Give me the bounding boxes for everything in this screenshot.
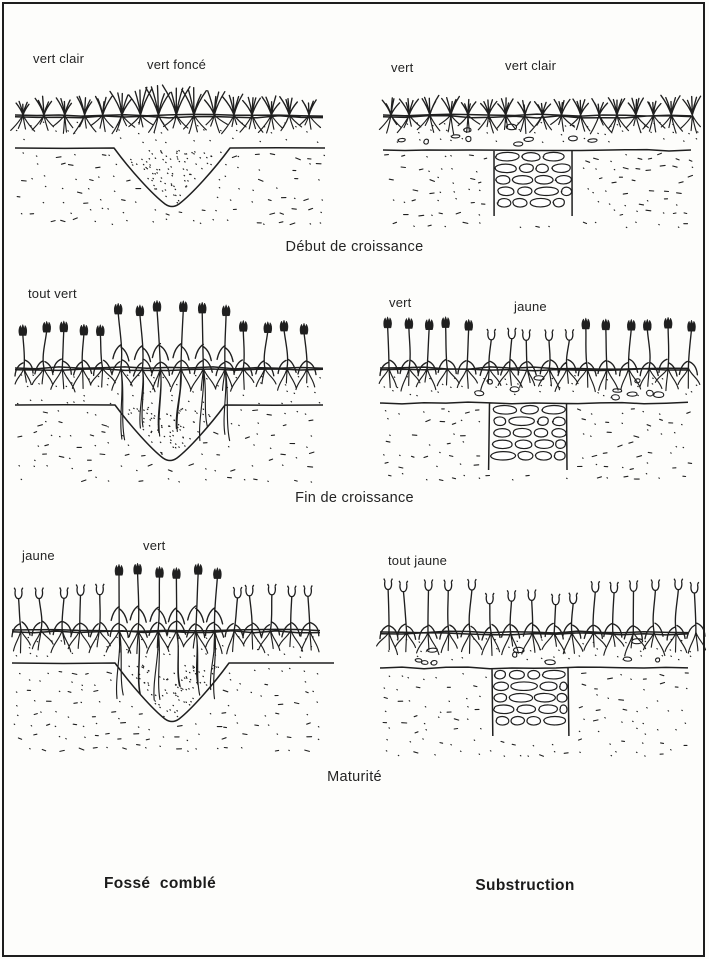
drawing-substruction-debut — [383, 88, 701, 233]
label-vert-clair: vert clair — [33, 51, 85, 66]
label-tout-jaune: tout jaune — [388, 553, 448, 568]
label-vert: vert — [389, 295, 412, 310]
label-vert: vert — [143, 538, 166, 553]
drawing-fosse-debut — [15, 85, 325, 235]
drawing-fosse-fin — [15, 278, 323, 485]
stage-caption-maturite: Maturité — [327, 769, 382, 785]
stage-caption-fin: Fin de croissance — [295, 490, 414, 506]
column-title-fosse: Fossé comblé — [104, 875, 216, 892]
label-vert: vert — [391, 60, 414, 75]
label-vert-fonce: vert foncé — [147, 57, 207, 72]
column-title-substruction: Substruction — [475, 877, 575, 894]
drawing-fosse-maturite — [12, 535, 334, 760]
label-vert-clair: vert clair — [505, 58, 557, 73]
label-jaune: jaune — [514, 299, 547, 314]
label-tout-vert: tout vert — [28, 286, 77, 301]
label-jaune: jaune — [22, 548, 55, 563]
drawing-substruction-fin — [380, 290, 702, 485]
drawing-substruction-maturite — [380, 548, 702, 760]
stage-caption-debut: Début de croissance — [285, 239, 424, 255]
